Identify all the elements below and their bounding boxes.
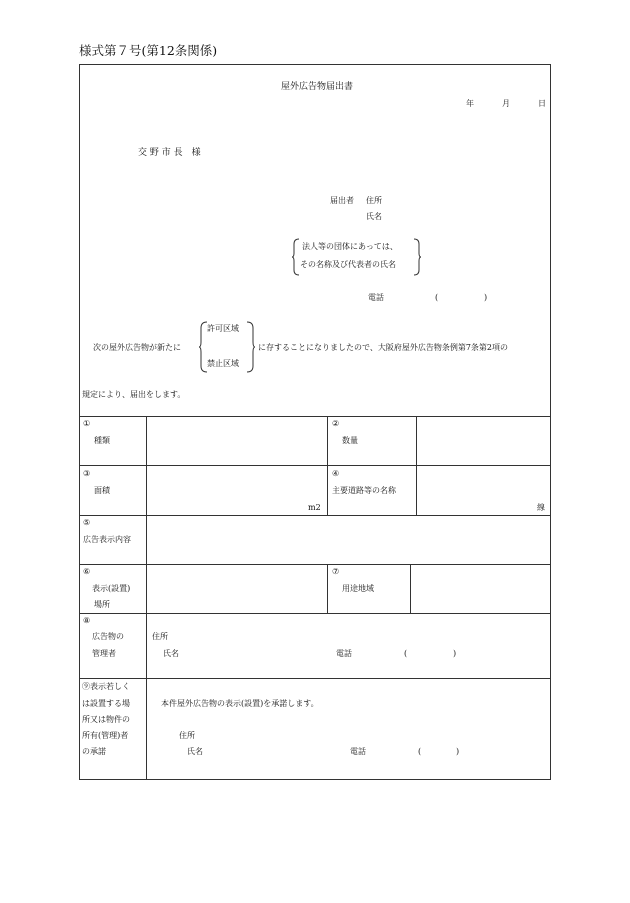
- date-year: 年: [466, 99, 474, 108]
- row2-label-area: 面積: [94, 486, 110, 495]
- row6-label-line2: は設置する場: [82, 699, 130, 708]
- row1-number-a: ①: [83, 419, 91, 428]
- row4-number-a: ⑥: [83, 567, 91, 576]
- applicant-phone-label: 電話: [368, 293, 384, 302]
- row1-number-b: ②: [332, 419, 340, 428]
- row3-label-ad-content: 広告表示内容: [83, 535, 131, 544]
- statement-suffix: に存することになりましたので、大阪府屋外広告物条例第7条第2項の: [258, 343, 509, 352]
- row2-unit-m2: m2: [308, 503, 321, 512]
- row5-label-manager-2: 管理者: [92, 649, 116, 658]
- applicant-phone-close: ): [484, 293, 488, 302]
- row2-label-road-name: 主要道路等の名称: [332, 486, 396, 495]
- option-prohibit-area: 禁止区域: [207, 359, 239, 368]
- row2-unit-line: 線: [537, 503, 545, 512]
- form-frame: [79, 64, 551, 780]
- row6-label-line4: 所有(管理)者: [82, 731, 129, 740]
- row5-phone-close: ): [453, 649, 457, 658]
- row2-number-a: ③: [83, 469, 91, 478]
- date-month: 月: [502, 99, 510, 108]
- row6-label-line1: ⑨表示若しく: [82, 682, 130, 691]
- table-line: [79, 465, 551, 466]
- left-brace-icon: [292, 238, 300, 276]
- row6-label-line3: 所又は物件の: [82, 715, 130, 724]
- row6-phone-open: (: [418, 747, 422, 756]
- applicant-address-label: 住所: [366, 196, 382, 205]
- row6-name-label: 氏名: [187, 747, 203, 756]
- statement-prefix: 次の屋外広告物が新たに: [93, 343, 181, 352]
- table-line: [79, 564, 551, 565]
- right-brace-icon: [246, 321, 255, 373]
- table-line: [327, 416, 328, 515]
- row6-phone-close: ): [456, 747, 460, 756]
- applicant-name-label: 氏名: [366, 212, 382, 221]
- table-line: [146, 416, 147, 779]
- row5-phone-open: (: [404, 649, 408, 658]
- row6-phone-label: 電話: [350, 747, 366, 756]
- row4-label-location: 表示(設置): [92, 584, 131, 593]
- row3-number: ⑤: [83, 518, 91, 527]
- addressee: 交 野 市 長 様: [138, 148, 201, 158]
- row5-address-label: 住所: [152, 632, 168, 641]
- row4-label-location-2: 場所: [94, 600, 110, 609]
- row1-label-quantity: 数量: [342, 436, 358, 445]
- row1-label-type: 種類: [94, 436, 110, 445]
- table-line: [410, 564, 411, 613]
- row4-number-b: ⑦: [332, 567, 340, 576]
- statement-line2: 規定により、届出をします。: [82, 390, 186, 399]
- row6-address-label: 住所: [179, 731, 195, 740]
- table-line: [79, 515, 551, 516]
- row6-consent-statement: 本件屋外広告物の表示(設置)を承諾します。: [161, 699, 319, 708]
- table-line: [416, 416, 417, 515]
- row5-number: ⑧: [83, 616, 91, 625]
- row6-label-line5: の承諾: [82, 747, 106, 756]
- table-line: [79, 416, 551, 417]
- right-brace-icon: [413, 238, 421, 276]
- corp-note-line2: その名称及び代表者の氏名: [300, 260, 396, 269]
- date-day: 日: [538, 99, 546, 108]
- form-number: 様式第７号(第12条関係): [79, 43, 218, 58]
- row4-label-zoning: 用途地域: [342, 584, 374, 593]
- corp-note-line1: 法人等の団体にあっては、: [302, 242, 398, 251]
- table-line: [327, 564, 328, 613]
- row5-label-manager: 広告物の: [92, 632, 124, 641]
- form-title: 屋外広告物届出書: [281, 82, 354, 92]
- row2-number-b: ④: [332, 469, 340, 478]
- row5-name-label: 氏名: [163, 649, 179, 658]
- table-line: [79, 613, 551, 614]
- applicant-label: 届出者: [330, 196, 354, 205]
- option-permit-area: 許可区域: [207, 324, 239, 333]
- row5-phone-label: 電話: [336, 649, 352, 658]
- table-line: [79, 678, 551, 679]
- applicant-phone-open: (: [435, 293, 439, 302]
